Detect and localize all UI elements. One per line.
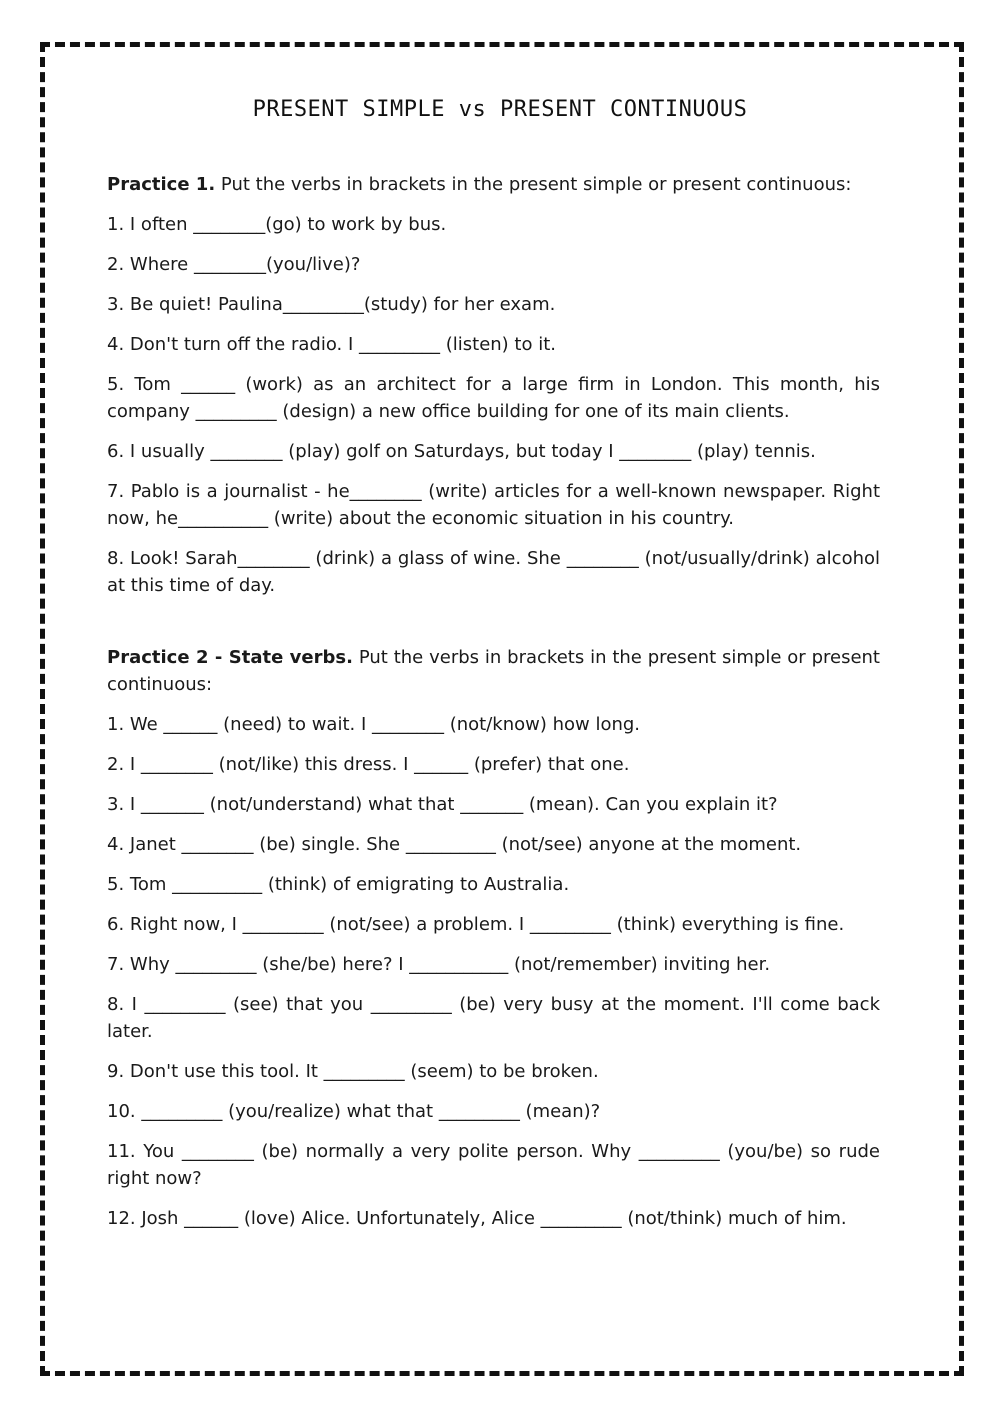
exercise-item: 12. Josh ______ (love) Alice. Unfortunately, Alice _________ (not/think) much of him.	[107, 1208, 847, 1229]
exercise-item: 2. Where ________(you/live)?	[107, 254, 361, 275]
exercise-item: 8. I _________ (see) that you _________ (be) very busy at the moment. I'll come back later.	[107, 994, 880, 1042]
exercise-item: 7. Why _________ (she/be) here? I ___________ (not/remember) inviting her.	[107, 954, 771, 975]
exercise-item: 4. Janet ________ (be) single. She __________ (not/see) anyone at the moment.	[107, 834, 802, 855]
practice-2-instruction	[107, 644, 880, 698]
practice-2-heading: Practice 2 - State verbs.	[107, 647, 353, 668]
exercise-item: 5. Tom ______ (work) as an architect for a large firm in London. This month, his company _________ (design) a new office building for one of its main clients.	[107, 374, 880, 422]
exercise-item: 5. Tom __________ (think) of emigrating to Australia.	[107, 874, 570, 895]
exercise-item: 3. I _______ (not/understand) what that _______ (mean). Can you explain it?	[107, 794, 778, 815]
worksheet-title: PRESENT SIMPLE vs PRESENT CONTINUOUS	[252, 97, 748, 122]
exercise-item: 10. _________ (you/realize) what that _________ (mean)?	[107, 1101, 601, 1122]
exercise-item: 1. I often ________(go) to work by bus.	[107, 214, 447, 235]
practice-1-instruction-text: Put the verbs in brackets in the present simple or present continuous:	[220, 174, 852, 195]
exercise-item: 9. Don't use this tool. It _________ (seem) to be broken.	[107, 1061, 599, 1082]
exercise-item: 7. Pablo is a journalist - he________ (write) articles for a well-known newspaper. Right now, he__________ (write) about the economic situation in his country.	[107, 481, 880, 529]
exercise-item: 8. Look! Sarah________ (drink) a glass of wine. She ________ (not/usually/drink) alcohol at this time of day.	[107, 548, 880, 596]
exercise-item: 6. I usually ________ (play) golf on Saturdays, but today I ________ (play) tennis.	[107, 441, 816, 462]
practice-1-instruction	[107, 171, 880, 198]
exercise-item: 1. We ______ (need) to wait. I ________ (not/know) how long.	[107, 714, 641, 735]
exercise-item: 11. You ________ (be) normally a very polite person. Why _________ (you/be) so rude right now?	[107, 1141, 880, 1189]
practice-1-heading: Practice 1.	[107, 174, 216, 195]
exercise-item: 4. Don't turn off the radio. I _________ (listen) to it.	[107, 334, 556, 355]
exercise-item: 2. I ________ (not/like) this dress. I ______ (prefer) that one.	[107, 754, 630, 775]
exercise-item: 6. Right now, I _________ (not/see) a problem. I _________ (think) everything is fine.	[107, 914, 845, 935]
exercise-item: 3. Be quiet! Paulina_________(study) for her exam.	[107, 294, 556, 315]
worksheet-content	[107, 171, 880, 1245]
practice-2-instruction-text: Put the verbs in brackets in the present simple or present continuous:	[107, 647, 880, 695]
